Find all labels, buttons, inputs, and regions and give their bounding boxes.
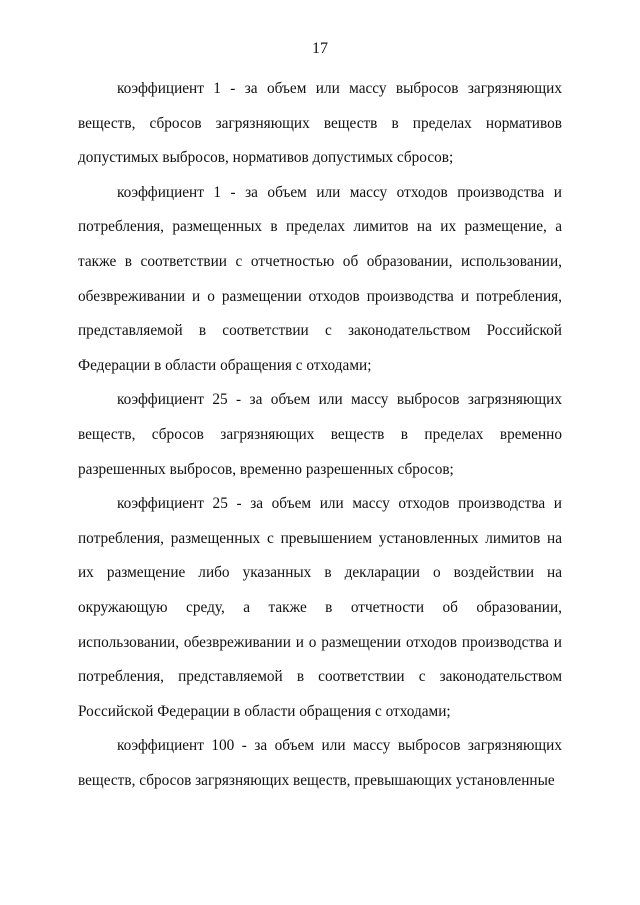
paragraph-coefficient-100-emissions: коэффициент 100 - за объем или массу выбросов загрязняющих веществ, сбросов загрязняющих веществ, превышающих установленные: [78, 737, 562, 789]
paragraph-coefficient-25-emissions: коэффициент 25 - за объем или массу выбросов загрязняющих веществ, сбросов загрязняющих веществ в пределах временно разрешенных выбросов, временно разрешенных сбросов;: [78, 391, 562, 478]
paragraph-coefficient-1-emissions: коэффициент 1 - за объем или массу выбросов загрязняющих веществ, сбросов загрязняющих веществ в пределах нормативов допустимых выбросов, нормативов допустимых сбросов;: [78, 80, 562, 167]
paragraph-coefficient-25-waste: коэффициент 25 - за объем или массу отходов производства и потребления, размещенных с превышением установленных лимитов на их размещение либо указанных в декларации о воздействии на окружающую среду, а также в отчетности об образовании, использовании, обезвреживании и о размещении отходов производства и потребления, представляемой в соответствии с законодательством Российской Федерации в области обращения с отходами;: [78, 495, 562, 720]
page-number: 17: [312, 40, 328, 57]
paragraph-coefficient-1-waste: коэффициент 1 - за объем или массу отходов производства и потребления, размещенных в пределах лимитов на их размещение, а также в соответствии с отчетностью об образовании, использовании, обезвреживании и о размещении отходов производства и потребления, представляемой в соответствии с законодательством Российской Федерации в области обращения с отходами;: [78, 183, 562, 374]
document-body: [78, 72, 562, 798]
